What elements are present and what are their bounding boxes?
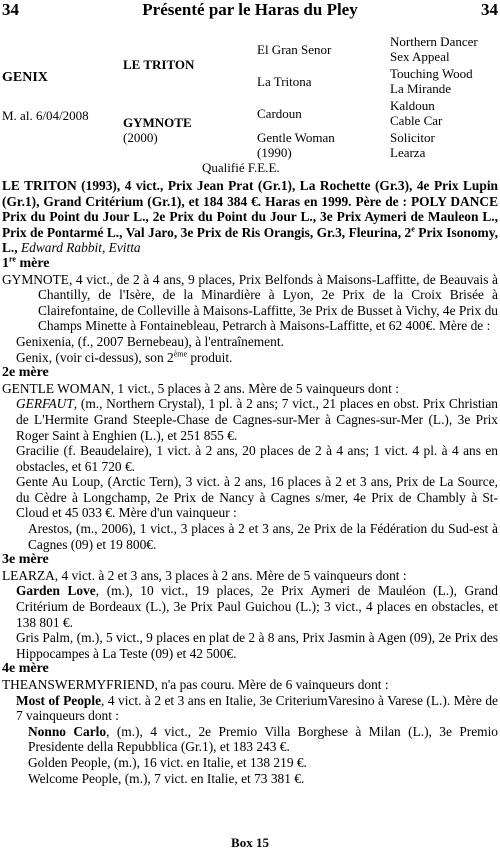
ggs-7: Solicitor: [390, 130, 435, 145]
ggs-5: Kaldoun: [390, 98, 435, 113]
ggs-4: La Mirande: [390, 81, 452, 96]
first-dam-heading: 1re mère: [2, 254, 50, 271]
catalog-body: [2, 178, 498, 786]
first-dam-child-1: Genixenia, (f., 2007 Bernebeau), à l'entraînement.: [16, 333, 284, 349]
second-dam-child-1: GERFAUT, (m., Northern Crystal), 1 pl. à 2 ans; 7 vict., 21 places en obst. Prix Christian de L'Hermite Grand Steeple-Chase de Cagnes-sur-Mer à Cagnes-sur-Mer (L.), 3e Prix Roger Saint à Enghien (L.), et 251 855 €.: [16, 396, 498, 443]
box-number: Box 15: [231, 835, 269, 850]
ggs-1: Northern Dancer: [390, 34, 478, 49]
page-title: Présenté par le Haras du Pley: [142, 0, 358, 19]
page-number-right: 34: [481, 0, 498, 19]
fourth-dam-grandchild-2: Golden People, (m.), 16 vict. en Italie, et 138 219 €.: [28, 754, 307, 770]
ggs-2: Sex Appeal: [390, 49, 450, 64]
sire-dam: La Tritona: [257, 74, 312, 89]
pedigree-table: [0, 0, 500, 175]
qualification: Qualifié F.E.E.: [202, 160, 280, 175]
sire-name: LE TRITON: [123, 57, 195, 72]
ggs-6: Cable Car: [390, 113, 443, 128]
fourth-dam-child-1: Most of People, 4 vict. à 2 et 3 ans en Italie, 3e CriteriumVaresino à Varese (L.). Mère de 7 vainqueurs dont :: [16, 692, 498, 724]
sire-paragraph: LE TRITON (1993), 4 vict., Prix Jean Prat (Gr.1), La Rochette (Gr.3), 4e Prix Lupin (Gr.1), Grand Critérium (Gr.1), et 184 384 €. Haras en 1999. Père de : POLY DANCE Prix du Point du Jour L., 2e Prix du Point du Jour L., 3e Prix Aymeri de Mauleon L., Prix de Pontarmé L., Val Jaro, 3e Prix de Ris Orangis, Gr.3, Fleurina, 2e Prix Isonomy, L., Edward Rabbit, Evitta: [2, 178, 498, 256]
first-dam-text: GYMNOTE, 4 vict., de 2 à 4 ans, 9 places, Prix Belfonds à Maisons-Laffitte, de Beauvais à Chantilly, de l'Isère, de la Minardière à Lyon, 2e Prix de la Croix Brisée à Clairefontaine, de Colleville à Maisons-Laffitte, 3e Prix de Busset à Vichy, 4e Prix du Champs Minette à Fontainebleau, Petrarch à Maisons-Laffitte, et 62 400€. Mère de :: [2, 271, 498, 334]
horse-info: M. al. 6/04/2008: [2, 108, 89, 123]
second-dam-child-2: Gracilie (f. Beaudelaire), 1 vict. à 2 ans, 20 places de 2 à 4 ans; 1 vict. 4 pl. à 4 ans en obstacles, et 61 720 €.: [16, 443, 498, 474]
dam-year: (2000): [123, 130, 158, 145]
fourth-dam-heading: 4e mère: [2, 661, 49, 677]
fourth-dam-text: THEANSWERMYFRIEND, n'a pas couru. Mère de 6 vainqueurs dont :: [2, 677, 389, 692]
second-dam-heading: 2e mère: [2, 365, 49, 381]
dam-dam-year: (1990): [257, 145, 292, 160]
first-dam-child-2: Genix, (voir ci-dessus), son 2ème produit.: [16, 349, 233, 365]
dam-dam: Gentle Woman: [257, 130, 335, 145]
third-dam-heading: 3e mère: [2, 552, 49, 568]
third-dam-child-1: Garden Love, (m.), 10 vict., 19 places, 2e Prix Aymeri de Mauléon (L.), Grand Critérium de Bordeaux (L.), 3e Prix Paul Guichou (L.); 3 vict., 4 places en obstacles, et 138 801 €.: [16, 583, 498, 630]
third-dam-child-2: Gris Palm, (m.), 5 vict., 9 places en plat de 2 à 8 ans, Prix Jasmin à Agen (09), 2e Prix des Hippocampes à La Teste (09) et 42 500€.: [16, 630, 498, 661]
dam-sire: Cardoun: [257, 106, 302, 121]
third-dam-text: LEARZA, 4 vict. à 2 et 3 ans, 3 places à 2 ans. Mère de 5 vainqueurs dont :: [2, 567, 407, 583]
ggs-3: Touching Wood: [390, 66, 473, 81]
second-dam-text: GENTLE WOMAN, 1 vict., 5 places à 2 ans. Mère de 5 vainqueurs dont :: [2, 380, 399, 396]
second-dam-grandchild: Arestos, (m., 2006), 1 vict., 3 places à 2 et 3 ans, 2e Prix de la Fédération du Sud-est à Cagnes (09) et 19 800€.: [28, 521, 498, 552]
ggs-8: Learza: [390, 145, 426, 160]
horse-name: GENIX: [2, 70, 48, 85]
page-number-left: 34: [2, 0, 19, 19]
second-dam-child-3: Gente Au Loup, (Arctic Tern), 3 vict. à 2 ans, 16 places à 2 et 3 ans, Prix de La Source, du Cèdre à Longchamp, 2e Prix de Nancy à Cagnes s/mer, 4e Prix de Chambly à St-Cloud et 45 033 €. Mère d'un vainqueur :: [16, 474, 498, 521]
dam-name: GYMNOTE: [123, 115, 192, 130]
fourth-dam-grandchild-3: Welcome People, (m.), 7 vict. en Italie, et 73 381 €.: [28, 770, 305, 786]
fourth-dam-grandchild-1: Nonno Carlo, (m.), 4 vict., 2e Premio Villa Borghese à Milan (L.), 3e Premio Presidente della Repubblica (Gr.1), et 183 243 €.: [28, 723, 498, 755]
sire-sire: El Gran Senor: [257, 42, 332, 57]
